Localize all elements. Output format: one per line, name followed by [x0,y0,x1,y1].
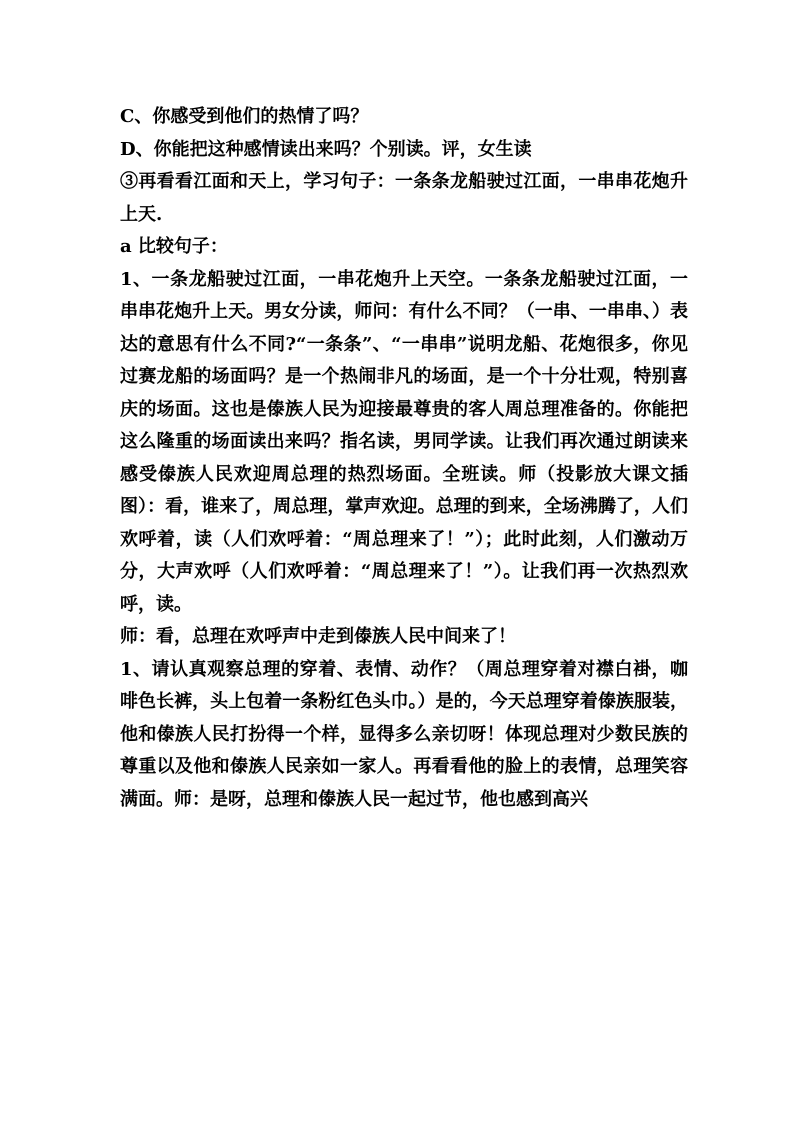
paragraph-compare-heading: a 比较句子： [120,236,228,257]
paragraph-question-d: D、你能把这种感情读出来吗？个别读。评，女生读 [120,138,532,160]
paragraph-teacher-look: 师：看，总理在欢呼声中走到傣族人民中间来了！ [120,626,516,647]
paragraph-compare-1: 1、一条龙船驶过江面，一串花炮升上天空。一条条龙船驶过江面，一串串花炮升上天。男女分读，师问：有什么不同？（一串、一串串、）表达的意思有什么不同?“一条条”、“一串串”说明龙船、花炮很多，你见过赛龙船的场面吗？是一个热闹非凡的场面，是一个十分壮观，特别喜庆的场面。这也是傣族人民为迎接最尊贵的客人周总理准备的。你能把这么隆重的场面读出来吗？指名读，男同学读。让我们再次通过朗读来感受傣族人民欢迎周总理的热烈场面。全班读。师（投影放大课文插图）：看，谁来了，周总理，掌声欢迎。总理的到来，全场沸腾了，人们欢呼着，读（人们欢呼着：“周总理来了！”）；此时此刻，人们激动万分，大声欢呼（人们欢呼着：“周总理来了！”）。让我们再一次热烈欢呼，读。 [120,268,688,615]
paragraph-observe-1: 1、请认真观察总理的穿着、表情、动作？（周总理穿着对襟白褂，咖啡色长裤，头上包着一条粉红色头巾。）是的，今天总理穿着傣族服装，他和傣族人民打扮得一个样，显得多么亲切呀！体现总理对少数民族的尊重以及他和傣族人民亲如一家人。再看看他的脸上的表情，总理笑容满面。师：是呀，总理和傣族人民一起过节，他也感到高兴 [120,658,688,810]
paragraph-step-3: ③再看看江面和天上，学习句子：一条条龙船驶过江面，一串串花炮升上天. [120,171,688,225]
paragraph-question-c: C、你感受到他们的热情了吗？ [120,106,369,127]
document-body [120,101,688,816]
